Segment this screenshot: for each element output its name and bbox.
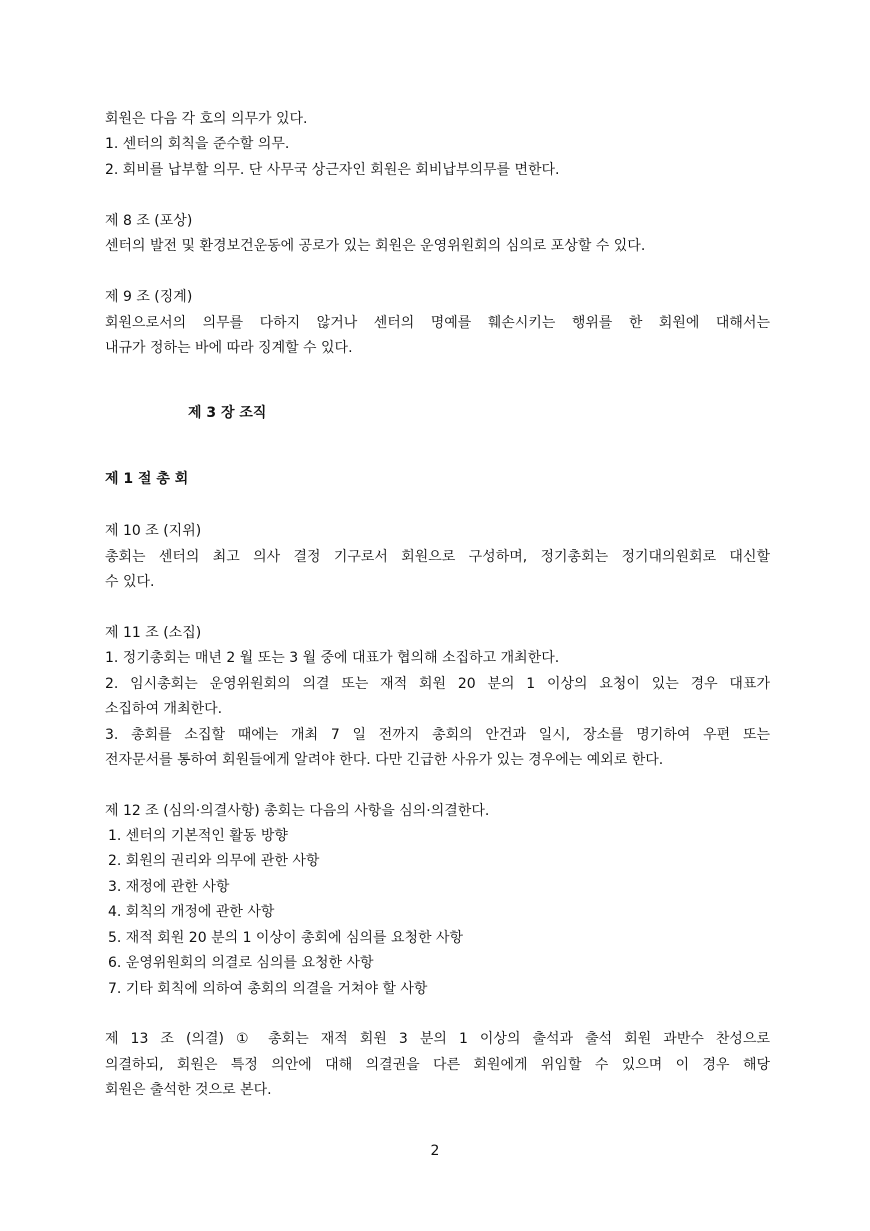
article-13-text-3: 회원은 출석한 것으로 본다. [105, 1082, 272, 1098]
page-number: 2 [430, 1143, 440, 1159]
duty-intro: 회원은 다음 각 호의 의무가 있다. [105, 111, 308, 127]
article-12-item-4: 4. 회칙의 개정에 관한 사항 [108, 904, 275, 920]
article-11-item-2-1: 2. 임시총회는 운영위원회의 의결 또는 재적 회원 20 분의 1 이상의 요청이 있는 경우 대표가 [105, 676, 770, 692]
article-9-text-1: 회원으로서의 의무를 다하지 않거나 센터의 명예를 훼손시키는 행위를 한 회원에 대해서는 [105, 315, 770, 331]
duty-item-1: 1. 센터의 회칙을 준수할 의무. [105, 136, 290, 152]
article-10-text-1: 총회는 센터의 최고 의사 결정 기구로서 회원으로 구성하며, 정기총회는 정기대의원회로 대신할 [105, 549, 770, 565]
article-12-item-6: 6. 운영위원회의 의결로 심의를 요청한 사항 [108, 955, 374, 971]
article-8-heading: 제 8 조 (포상) [105, 213, 193, 229]
article-13-text-2: 의결하되, 회원은 특정 의안에 대해 의결권을 다른 회원에게 위임할 수 있으며 이 경우 해당 [105, 1057, 770, 1073]
article-8-text: 센터의 발전 및 환경보건운동에 공로가 있는 회원은 운영위원회의 심의로 포상할 수 있다. [105, 238, 646, 254]
article-13-text-1: 제 13 조 (의결) ① 총회는 재적 회원 3 분의 1 이상의 출석과 출석 회원 과반수 찬성으로 [105, 1031, 770, 1047]
article-12-item-5: 5. 재적 회원 20 분의 1 이상이 총회에 심의를 요청한 사항 [108, 930, 464, 946]
duty-item-2: 2. 회비를 납부할 의무. 단 사무국 상근자인 회원은 회비납부의무를 면한다. [105, 162, 560, 178]
article-11-item-3-2: 전자문서를 통하여 회원들에게 알려야 한다. 다만 긴급한 사유가 있는 경우에는 예외로 한다. [105, 752, 664, 768]
section-1-heading: 제 1 절 총 회 [105, 471, 189, 487]
article-9-text-2: 내규가 정하는 바에 따라 징계할 수 있다. [105, 340, 353, 356]
article-9-heading: 제 9 조 (징계) [105, 289, 193, 305]
article-10-text-2: 수 있다. [105, 574, 155, 590]
article-12-heading: 제 12 조 (심의·의결사항) 총회는 다음의 사항을 심의·의결한다. [105, 803, 490, 819]
article-12-item-1: 1. 센터의 기본적인 활동 방향 [108, 828, 288, 844]
article-12-item-2: 2. 회원의 권리와 의무에 관한 사항 [108, 853, 320, 869]
chapter-3-heading: 제 3 장 조직 [188, 405, 267, 421]
article-12-item-7: 7. 기타 회칙에 의하여 총회의 의결을 거쳐야 할 사항 [108, 981, 428, 997]
article-12-item-3: 3. 재정에 관한 사항 [108, 879, 230, 895]
article-11-item-1: 1. 정기총회는 매년 2 월 또는 3 월 중에 대표가 협의해 소집하고 개최한다. [105, 650, 560, 666]
article-11-heading: 제 11 조 (소집) [105, 625, 202, 641]
article-11-item-3-1: 3. 총회를 소집할 때에는 개최 7 일 전까지 총회의 안건과 일시, 장소를 명기하여 우편 또는 [105, 727, 770, 743]
article-10-heading: 제 10 조 (지위) [105, 523, 202, 539]
article-11-item-2-2: 소집하여 개최한다. [105, 701, 223, 717]
